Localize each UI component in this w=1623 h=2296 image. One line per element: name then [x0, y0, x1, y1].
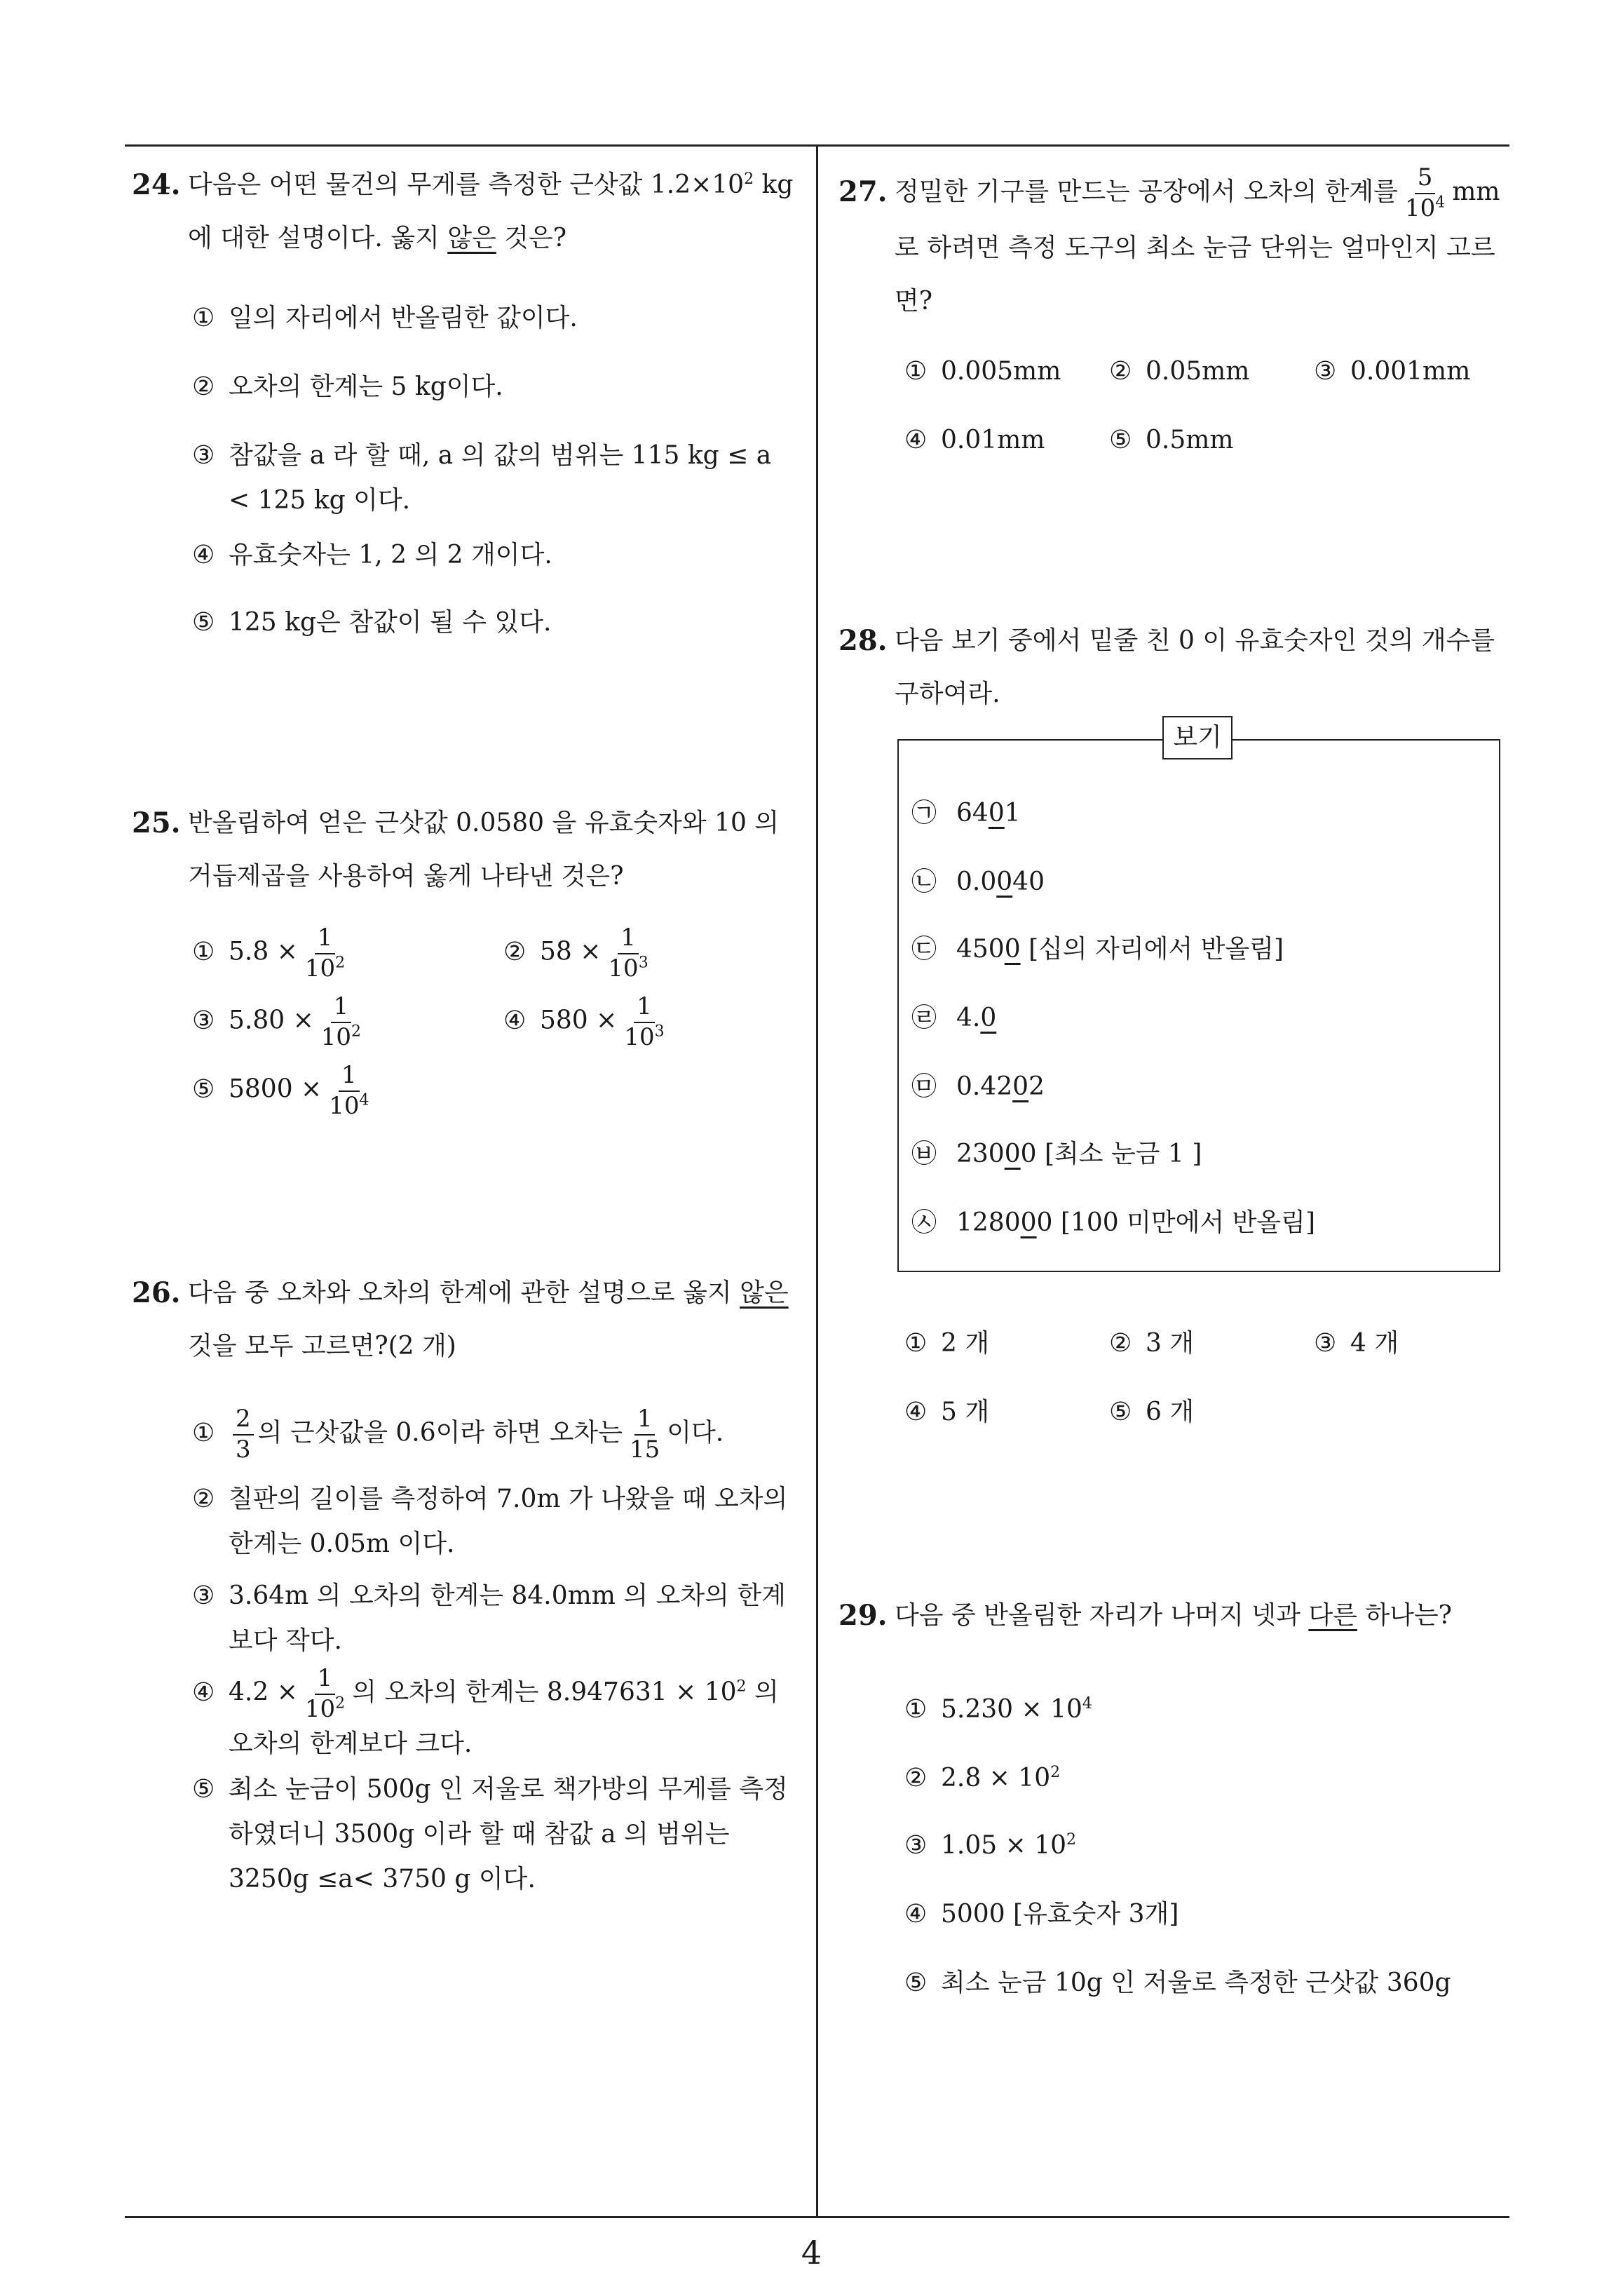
option-text: 0.01mm	[941, 426, 1045, 454]
option-mark: ⑤	[192, 1775, 215, 1804]
option-mark: ④	[192, 1677, 215, 1707]
item-digits: 64	[956, 799, 989, 828]
item-note: [최소 눈금 1 ]	[1036, 1140, 1202, 1168]
denominator: 10	[304, 954, 336, 982]
item-digits: 1280	[956, 1208, 1021, 1237]
option-mark: ③	[904, 1831, 928, 1860]
item-mark: ㉦	[911, 1208, 937, 1237]
item-note: [100 미만에서 반올림]	[1052, 1208, 1316, 1237]
option-text: 2.8 × 10	[941, 1764, 1051, 1792]
option-29-1[interactable]	[904, 1687, 1092, 1732]
prompt-text: 다음 중 오차와 오차의 한계에 관한 설명으로 옳지	[188, 1278, 740, 1307]
option-coefficient: 5.80 ×	[229, 1006, 314, 1035]
option-text: 최소 눈금이 500g 인 저울로 책가방의 무게를 측정하였더니 3500g 이라 할 때 참값 a 의 범위는 3250g ≤a< 3750 g 이다.	[229, 1775, 788, 1893]
option-29-2[interactable]	[904, 1756, 1060, 1801]
option-text: 125 kg은 참값이 될 수 있다.	[229, 608, 552, 637]
numerator: 2	[233, 1407, 254, 1436]
question-28	[838, 614, 1512, 721]
exponent: 2	[335, 954, 346, 972]
underlined-zero: 0	[1004, 935, 1021, 964]
item-mark: ㉤	[911, 1072, 937, 1101]
option-mark: ②	[1109, 357, 1132, 386]
option-text: 3 개	[1146, 1329, 1195, 1358]
underlined-zero: 0	[1004, 1140, 1021, 1168]
question-number: 27.	[838, 175, 888, 208]
prompt-text: 정밀한 기구를 만드는 공장에서 오차의 한계를	[895, 177, 1398, 206]
exponent: 2	[1050, 1764, 1061, 1781]
question-number: 24.	[132, 168, 181, 201]
item-mark: ㉥	[911, 1140, 937, 1168]
underlined-zero: 0	[1012, 1072, 1029, 1101]
option-26-5[interactable]	[192, 1767, 795, 1902]
option-26-4[interactable]	[192, 1666, 795, 1767]
option-mark: ④	[904, 426, 928, 454]
question-number: 29.	[838, 1599, 888, 1632]
option-24-1[interactable]	[192, 296, 578, 341]
item-digits: 0	[1036, 1208, 1053, 1237]
prompt-text: mm 로 하려면 측정 도구의 최소 눈금 단위는 얼마인지 고르면?	[895, 177, 1500, 316]
option-text: 0.005mm	[941, 357, 1061, 386]
prompt-text: 다음은 어떤 물건의 무게를 측정한 근삿값 1.2×10	[188, 170, 745, 199]
denominator: 10	[1404, 194, 1436, 222]
option-text: 5.230 × 10	[941, 1695, 1082, 1724]
option-24-5[interactable]	[192, 600, 551, 645]
example-item	[911, 1065, 1045, 1109]
example-item	[911, 1132, 1202, 1177]
exponent: 2	[335, 1694, 346, 1713]
item-digits: 40	[1012, 867, 1045, 896]
fraction	[233, 1407, 254, 1462]
option-28-4[interactable]	[904, 1390, 989, 1435]
numerator: 1	[331, 994, 352, 1023]
option-mark: ②	[192, 1485, 215, 1513]
option-24-2[interactable]	[192, 365, 503, 410]
question-29	[838, 1589, 1512, 1642]
option-24-3[interactable]	[192, 433, 795, 523]
option-25-5[interactable]	[192, 1063, 376, 1119]
option-27-4[interactable]	[904, 418, 1045, 463]
option-25-2[interactable]	[503, 926, 656, 981]
option-text: 3.64m 의 오차의 한계는 84.0mm 의 오차의 한계보다 작다.	[229, 1581, 786, 1655]
denominator: 10	[329, 1091, 360, 1120]
underlined-zero: 0	[1020, 1208, 1037, 1237]
exponent: 4	[359, 1091, 369, 1109]
item-mark: ㉢	[911, 935, 937, 964]
option-text: 의 오차의 한계보다 크다.	[229, 1677, 779, 1759]
question-number: 28.	[838, 624, 888, 657]
option-26-2[interactable]	[192, 1477, 795, 1567]
option-text: 의 오차의 한계는 8.947631 × 10	[352, 1677, 737, 1707]
option-26-3[interactable]	[192, 1574, 795, 1663]
option-mark: ③	[192, 441, 215, 470]
numerator: 1	[618, 926, 639, 954]
option-27-5[interactable]	[1109, 418, 1234, 463]
option-text: 최소 눈금 10g 인 저울로 측정한 근삿값 360g	[941, 1969, 1451, 1997]
option-coefficient: 580 ×	[540, 1006, 618, 1035]
option-27-1[interactable]	[904, 349, 1061, 394]
option-text: 일의 자리에서 반올림한 값이다.	[229, 304, 578, 332]
exponent: 2	[744, 170, 754, 188]
option-mark: ③	[1314, 1329, 1337, 1358]
option-coefficient: 58 ×	[540, 937, 602, 966]
item-digits: 0	[1020, 1140, 1037, 1168]
exponent: 4	[1435, 194, 1446, 212]
option-text: 이다.	[667, 1418, 724, 1447]
question-27-prompt	[838, 163, 1512, 328]
fraction	[1402, 163, 1448, 222]
underlined-word: 않은	[740, 1278, 789, 1307]
question-29-prompt	[838, 1589, 1512, 1642]
prompt-text: 다음 중 반올림한 자리가 나머지 넷과	[895, 1601, 1309, 1630]
option-28-1[interactable]	[904, 1321, 989, 1366]
question-27	[838, 163, 1512, 328]
option-29-5[interactable]	[904, 1961, 1451, 2006]
option-text: 0.05mm	[1146, 357, 1250, 386]
option-text: 5000 [유효숫자 3개]	[941, 1900, 1179, 1929]
option-mark: ⑤	[1109, 1398, 1132, 1426]
question-25	[132, 797, 805, 903]
option-mark: ⑤	[904, 1969, 928, 1997]
option-25-4[interactable]	[503, 994, 672, 1050]
option-mark: ①	[904, 357, 928, 386]
option-text: 1.05 × 10	[941, 1831, 1067, 1860]
option-mark: ⑤	[1109, 426, 1132, 454]
prompt-text: 하나는?	[1357, 1601, 1452, 1630]
item-digits: 230	[956, 1140, 1005, 1168]
item-mark: ㉡	[911, 867, 937, 896]
numerator: 1	[634, 1407, 656, 1436]
numerator: 1	[315, 926, 336, 954]
option-text: 4 개	[1350, 1329, 1399, 1358]
numerator: 1	[634, 994, 655, 1023]
option-25-3[interactable]	[192, 994, 368, 1050]
question-26-prompt	[132, 1267, 805, 1373]
item-mark: ㉣	[911, 1004, 937, 1032]
denominator: 10	[608, 954, 639, 982]
option-mark: ③	[192, 1581, 215, 1610]
option-mark: ①	[192, 1418, 215, 1447]
option-mark: ②	[503, 937, 527, 966]
prompt-text: 것은?	[496, 224, 567, 252]
example-item	[911, 927, 1284, 972]
example-item	[911, 791, 1021, 836]
option-mark: ②	[904, 1764, 928, 1792]
option-24-4[interactable]	[192, 533, 552, 578]
underlined-zero: 0	[988, 799, 1005, 828]
option-text: 5 개	[941, 1398, 990, 1426]
option-text: 0.5mm	[1146, 426, 1234, 454]
option-text: 의 근삿값을 0.6이라 하면 오차는	[257, 1418, 623, 1447]
option-mark: ⑤	[192, 608, 215, 637]
item-digits: 0.0	[956, 867, 997, 896]
exponent: 2	[736, 1677, 747, 1696]
denominator: 10	[304, 1694, 336, 1723]
option-mark: ①	[192, 304, 215, 332]
prompt-text: 반올림하여 얻은 근삿값 0.0580 을 유효숫자와 10 의 거듭제곱을 사용하여 옳게 나타낸 것은?	[188, 809, 780, 891]
option-coefficient: 4.2 ×	[229, 1677, 298, 1707]
option-mark: ①	[904, 1695, 928, 1724]
exponent: 2	[1066, 1831, 1077, 1849]
column-divider	[816, 146, 818, 2217]
option-coefficient: 5800 ×	[229, 1074, 322, 1104]
option-mark: ④	[503, 1006, 527, 1035]
question-25-prompt	[132, 797, 805, 903]
example-item	[911, 996, 996, 1041]
example-item	[911, 860, 1045, 905]
prompt-text: kg 에 대한 설명이다. 옳지	[188, 170, 794, 252]
denominator: 10	[624, 1022, 655, 1051]
underlined-zero: 0	[980, 1004, 997, 1032]
option-text: 유효숫자는 1, 2 의 2 개이다.	[229, 541, 552, 569]
exponent: 3	[654, 1022, 665, 1041]
fraction	[627, 1407, 663, 1462]
prompt-text: 다음 보기 중에서 밑줄 친 0 이 유효숫자인 것의 개수를 구하여라.	[895, 626, 1495, 708]
example-box-title: 보기	[1162, 716, 1232, 759]
fraction	[302, 1666, 348, 1722]
page-number: 4	[801, 2234, 822, 2271]
question-26	[132, 1267, 805, 1373]
question-number: 26.	[132, 1276, 181, 1309]
item-digits: 4.	[956, 1004, 981, 1032]
fraction	[605, 926, 651, 981]
prompt-text: 것을 모두 고르면?(2 개)	[188, 1332, 456, 1360]
option-27-2[interactable]	[1109, 349, 1249, 394]
underlined-zero: 0	[996, 867, 1013, 896]
numerator: 1	[339, 1063, 360, 1092]
option-29-3[interactable]	[904, 1823, 1076, 1868]
option-text: 0.001mm	[1350, 357, 1471, 386]
fraction	[302, 926, 348, 981]
fraction	[318, 994, 364, 1050]
exponent: 3	[638, 954, 648, 972]
bottom-rule	[125, 2216, 1509, 2218]
denominator: 10	[320, 1022, 352, 1051]
item-digits: 2	[1028, 1072, 1045, 1101]
underlined-word: 다른	[1308, 1601, 1357, 1630]
option-mark: ④	[192, 541, 215, 569]
option-mark: ③	[192, 1006, 215, 1035]
option-27-3[interactable]	[1314, 349, 1470, 394]
option-mark: ④	[904, 1900, 928, 1929]
item-digits: 0.42	[956, 1072, 1013, 1101]
item-note: [십의 자리에서 반올림]	[1020, 935, 1284, 964]
fraction	[326, 1063, 372, 1119]
exponent: 2	[351, 1022, 362, 1041]
question-24	[132, 158, 805, 265]
option-mark: ①	[192, 937, 215, 966]
option-text: 참값을 a 라 할 때, a 의 값의 범위는 115 kg ≤ a < 125 kg 이다.	[229, 441, 772, 515]
fraction	[621, 994, 667, 1050]
option-coefficient: 5.8 ×	[229, 937, 298, 966]
option-25-1[interactable]	[192, 926, 352, 981]
question-28-prompt	[838, 614, 1512, 721]
option-text: 오차의 한계는 5 kg이다.	[229, 372, 503, 401]
option-mark: ①	[904, 1329, 928, 1358]
question-24-prompt	[132, 158, 805, 265]
underlined-word: 않은	[447, 224, 496, 252]
denominator: 3	[236, 1435, 251, 1464]
item-mark: ㉠	[911, 799, 937, 828]
numerator: 1	[315, 1666, 336, 1695]
option-28-2[interactable]	[1109, 1321, 1194, 1366]
option-28-5[interactable]	[1109, 1390, 1194, 1435]
option-text: 칠판의 길이를 측정하여 7.0m 가 나왔을 때 오차의 한계는 0.05m 이다.	[229, 1485, 788, 1558]
option-mark: ③	[1314, 357, 1337, 386]
option-mark: ④	[904, 1398, 928, 1426]
exponent: 4	[1082, 1695, 1092, 1713]
option-26-1[interactable]	[192, 1407, 724, 1462]
denominator: 15	[629, 1435, 660, 1464]
option-29-4[interactable]	[904, 1892, 1179, 1937]
question-number: 25.	[132, 806, 181, 839]
numerator: 5	[1415, 166, 1436, 194]
option-text: 2 개	[941, 1329, 990, 1358]
example-item	[911, 1201, 1315, 1245]
option-mark: ②	[192, 372, 215, 401]
option-mark: ⑤	[192, 1074, 215, 1104]
item-digits: 1	[1004, 799, 1021, 828]
item-digits: 450	[956, 935, 1005, 964]
option-text: 6 개	[1146, 1398, 1195, 1426]
option-mark: ②	[1109, 1329, 1132, 1358]
option-28-3[interactable]	[1314, 1321, 1399, 1366]
